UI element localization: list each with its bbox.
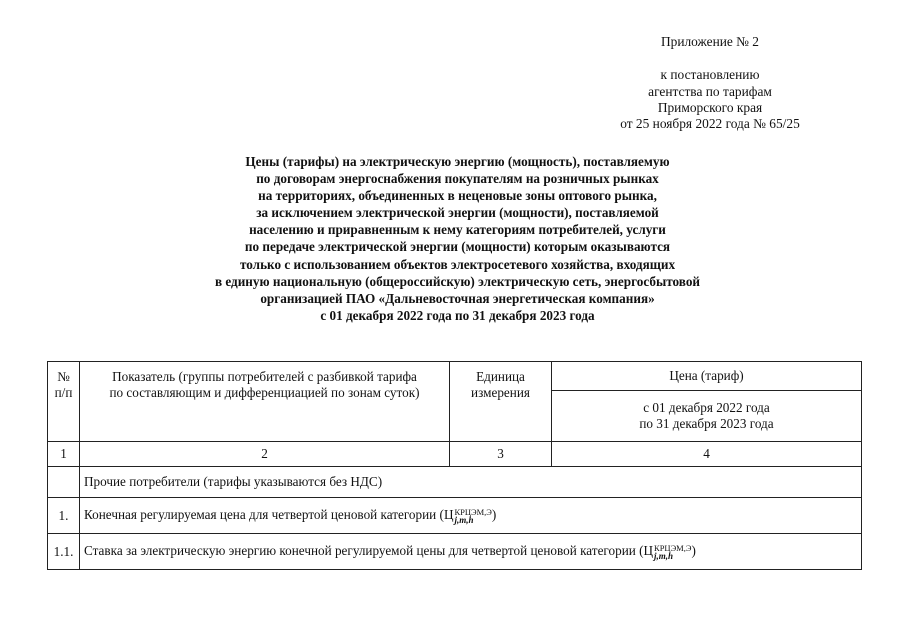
appendix-line: агентства по тарифам bbox=[648, 83, 772, 99]
row-text: Ставка за электрическую энергию конечной регулируемой цены для четвертой ценовой категории ( bbox=[84, 543, 644, 558]
tariff-table bbox=[47, 361, 862, 570]
column-number: 2 bbox=[80, 442, 450, 467]
column-number: 4 bbox=[552, 442, 862, 467]
header-price: Цена (тариф) bbox=[552, 362, 862, 391]
header-unit-line: измерения bbox=[471, 385, 530, 400]
price-symbol-letter: Ц bbox=[643, 543, 654, 558]
appendix-title: Приложение № 2 bbox=[660, 34, 760, 49]
price-symbol-sup: КРЦЭМ,Э bbox=[654, 543, 692, 553]
appendix-line: Приморского края bbox=[657, 99, 763, 115]
price-symbol-indices bbox=[454, 508, 491, 524]
title-line: на территориях, объединенных в неценовые зоны оптового рынка, bbox=[258, 188, 657, 204]
title-line: организацией ПАО «Дальневосточная энергетическая компания» bbox=[260, 290, 655, 306]
title-line: по передаче электрической энергии (мощности) которым оказываются bbox=[244, 239, 671, 255]
section-empty-cell bbox=[48, 467, 80, 498]
price-symbol bbox=[443, 507, 492, 525]
header-period bbox=[552, 390, 862, 441]
title-line: Цены (тарифы) на электрическую энергию (мощность), поставляемую bbox=[245, 154, 670, 169]
header-num-line: п/п bbox=[54, 385, 73, 400]
title-line: по договорам энергоснабжения покупателям на розничных рынках bbox=[256, 171, 659, 187]
row-close: ) bbox=[691, 543, 696, 558]
appendix-line: от 25 ноября 2022 года № 65/25 bbox=[620, 116, 800, 132]
price-symbol-sup: КРЦЭМ,Э bbox=[454, 507, 492, 517]
row-close: ) bbox=[491, 507, 497, 522]
column-number: 3 bbox=[450, 442, 552, 467]
price-symbol bbox=[643, 543, 692, 561]
row-label bbox=[80, 534, 862, 570]
appendix-block bbox=[560, 34, 860, 132]
price-symbol-letter: Ц bbox=[443, 507, 454, 522]
title-line: с 01 декабря 2022 года по 31 декабря 2023 года bbox=[320, 307, 595, 323]
section-label: Прочие потребители (тарифы указываются без НДС) bbox=[80, 467, 862, 498]
title-line: за исключением электрической энергии (мощности), поставляемой bbox=[256, 205, 659, 221]
title-line: населению и приравненным к нему категориям потребителей, услуги bbox=[249, 222, 666, 238]
column-numbers-row bbox=[48, 442, 862, 467]
section-row bbox=[48, 467, 862, 498]
header-period-line: с 01 декабря 2022 года bbox=[643, 399, 770, 415]
row-text: Конечная регулируемая цена для четвертой ценовой категории ( bbox=[84, 507, 444, 522]
header-period-line: по 31 декабря 2023 года bbox=[639, 415, 774, 431]
price-symbol-indices bbox=[654, 544, 691, 560]
header-indicator bbox=[80, 362, 450, 442]
price-symbol-sub: j,m,h bbox=[454, 515, 474, 525]
row-label bbox=[80, 498, 862, 534]
header-unit bbox=[450, 362, 552, 442]
row-number: 1. bbox=[48, 498, 80, 534]
header-num bbox=[48, 362, 80, 442]
price-symbol-sub: j,m,h bbox=[654, 551, 674, 561]
appendix-line: к постановлению bbox=[660, 67, 760, 83]
column-number: 1 bbox=[48, 442, 80, 467]
title-line: только с использованием объектов электросетевого хозяйства, входящих bbox=[239, 256, 676, 272]
title-line: в единую национальную (общероссийскую) электрическую сеть, энергосбытовой bbox=[214, 273, 701, 289]
table-row bbox=[48, 534, 862, 570]
header-indicator-line: Показатель (группы потребителей с разбивкой тарифа bbox=[112, 369, 417, 384]
appendix-gap bbox=[560, 50, 860, 67]
document-title bbox=[130, 153, 785, 324]
header-indicator-line: по составляющим и дифференциацией по зонам суток) bbox=[109, 385, 420, 400]
header-unit-line: Единица bbox=[476, 369, 525, 384]
table-row bbox=[48, 498, 862, 534]
header-num-line: № bbox=[57, 369, 70, 384]
row-number: 1.1. bbox=[48, 534, 80, 570]
table-header-row bbox=[48, 362, 862, 391]
